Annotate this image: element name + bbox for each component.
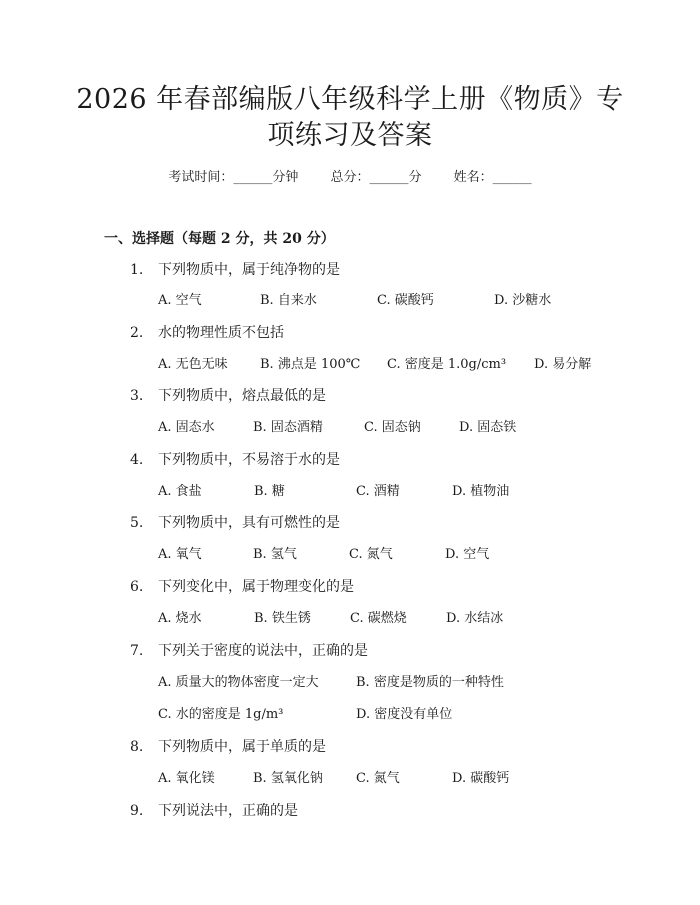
option-a: A. 氧气: [158, 547, 202, 562]
exam-time-field: [168, 169, 298, 187]
question-stem: 下列物质中，具有可燃性的是: [158, 515, 340, 531]
question-stem: 下列说法中，正确的是: [158, 803, 298, 819]
question-5: [130, 513, 340, 533]
option-a: A. 质量大的物体密度一定大: [158, 675, 319, 690]
question-stem: 下列物质中，不易溶于水的是: [158, 452, 340, 468]
option-a: A. 无色无味: [158, 357, 228, 372]
question-9: [130, 801, 298, 821]
question-number: 7.: [130, 643, 144, 659]
question-2: [130, 323, 284, 343]
option-a: A. 氧化镁: [158, 771, 215, 786]
exam-time-unit: 分钟: [272, 170, 299, 185]
option-d: D. 植物油: [452, 484, 510, 499]
question-stem: 下列物质中，熔点最低的是: [158, 388, 326, 404]
student-name-label: 姓名：: [453, 170, 493, 185]
question-stem: 下列变化中，属于物理变化的是: [158, 579, 354, 595]
question-8: [130, 737, 326, 757]
option-b: B. 自来水: [260, 293, 317, 308]
question-number: 2.: [130, 325, 144, 341]
option-c: C. 氮气: [349, 547, 393, 562]
exam-time-blank: ______: [233, 170, 273, 185]
option-b: B. 固态酒精: [253, 420, 323, 435]
total-score-label: 总分：: [330, 170, 370, 185]
option-c: C. 氮气: [356, 771, 400, 786]
question-number: 8.: [130, 739, 144, 755]
question-3: [130, 386, 326, 406]
question-number: 5.: [130, 515, 144, 531]
option-a: A. 烧水: [158, 611, 202, 626]
option-c: C. 固态钠: [364, 420, 421, 435]
question-number: 3.: [130, 388, 144, 404]
question-4: [130, 450, 340, 470]
question-1: [130, 260, 340, 280]
total-score-unit: 分: [408, 170, 422, 185]
option-b: B. 铁生锈: [254, 611, 311, 626]
question-7: [130, 641, 368, 661]
option-b: B. 沸点是 100℃: [260, 357, 361, 372]
total-score-field: [330, 169, 421, 187]
option-b: B. 氢氧化钠: [253, 771, 323, 786]
option-c: C. 水的密度是 1g/m³: [158, 707, 284, 722]
option-d: D. 空气: [445, 547, 490, 562]
student-name-field: [454, 169, 532, 187]
page-title-line-2: 项练习及答案: [267, 120, 433, 151]
total-score-blank: ______: [369, 170, 409, 185]
option-b: B. 密度是物质的一种特性: [356, 675, 504, 690]
option-b: B. 氢气: [253, 547, 297, 562]
option-d: D. 碳酸钙: [452, 771, 510, 786]
question-number: 4.: [130, 452, 144, 468]
option-b: B. 糖: [254, 484, 285, 499]
question-number: 6.: [130, 579, 144, 595]
question-stem: 下列物质中，属于纯净物的是: [158, 262, 340, 278]
question-stem: 下列物质中，属于单质的是: [158, 739, 326, 755]
option-c: C. 酒精: [356, 484, 400, 499]
exam-time-label: 考试时间：: [168, 170, 234, 185]
page-title-line-1: 2026 年春部编版八年级科学上册《物质》专: [76, 84, 624, 115]
question-stem: 下列关于密度的说法中，正确的是: [158, 643, 368, 659]
question-stem: 水的物理性质不包括: [158, 325, 284, 341]
option-d: D. 密度没有单位: [356, 707, 453, 722]
option-a: A. 食盐: [158, 484, 202, 499]
option-a: A. 固态水: [158, 420, 215, 435]
section-heading: 一、选择题（每题 2 分，共 20 分）: [104, 231, 335, 247]
option-d: D. 固态铁: [459, 420, 517, 435]
option-c: C. 碳燃烧: [350, 611, 407, 626]
option-a: A. 空气: [158, 293, 202, 308]
question-number: 1.: [130, 262, 144, 278]
option-c: C. 碳酸钙: [377, 293, 434, 308]
question-6: [130, 577, 354, 597]
question-number: 9.: [130, 803, 144, 819]
option-d: D. 沙糖水: [494, 293, 552, 308]
option-d: D. 易分解: [534, 357, 592, 372]
option-c: C. 密度是 1.0g/cm³: [387, 357, 507, 372]
student-name-blank: ______: [492, 170, 532, 185]
exam-meta: [0, 169, 700, 187]
option-d: D. 水结冰: [446, 611, 504, 626]
